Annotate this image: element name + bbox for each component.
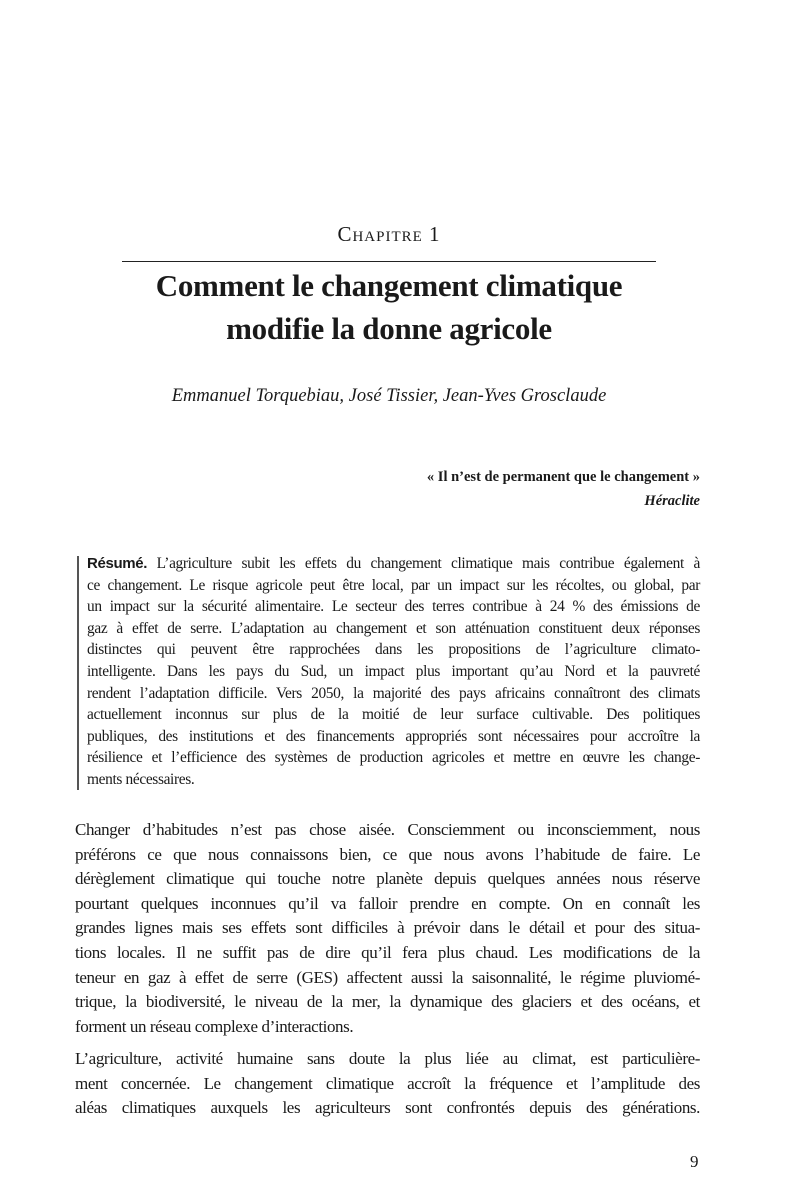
chapter-title-line-1: Comment le changement climatique: [155, 268, 623, 303]
abstract-line: ce changement. Le risque agricole peut être local, par un impact sur les récoltes, ou global, par: [87, 576, 700, 594]
body-line: L’agriculture, activité humaine sans doute la plus liée au climat, est particulière-: [75, 1049, 700, 1068]
body-line: ment concernée. Le changement climatique accroît la fréquence et l’amplitude des: [75, 1073, 700, 1093]
body-line: pourtant quelques inconnues qu’il va falloir prendre en compte. On en connaît les: [75, 893, 700, 913]
abstract-line: ments nécessaires.: [87, 771, 195, 788]
body-line: tions locales. Il ne suffit pas de dire qu’il fera plus chaud. Les modifications de la: [75, 943, 700, 962]
abstract-line: résilience et l’efficience des systèmes de production agricoles et mettre en œuvre les change-: [87, 749, 700, 767]
body-line: trique, la biodiversité, le niveau de la mer, la dynamique des glaciers et des océans, et: [75, 992, 700, 1012]
epigraph-attribution: Héraclite: [644, 493, 700, 509]
abstract-line: gaz à effet de serre. L’adaptation au changement et son atténuation constituent deux réponses: [87, 619, 700, 637]
body-line: teneur en gaz à effet de serre (GES) affectent aussi la saisonnalité, le régime pluviomé-: [75, 967, 700, 987]
body-line: dérèglement climatique qui touche notre planète depuis quelques années nous réserve: [75, 869, 700, 889]
chapter-label: Chapitre 1: [337, 222, 441, 246]
abstract-line-text: L’agriculture subit les effets du changement climatique mais contribue également à: [147, 555, 700, 572]
body-line: Changer d’habitudes n’est pas chose aisée. Consciemment ou inconsciemment, nous: [75, 820, 700, 839]
epigraph-quote: « Il n’est de permanent que le changement »: [426, 469, 700, 485]
abstract-line: actuellement inconnus sur plus de la moitié de leur surface cultivable. Des politiques: [87, 706, 700, 724]
abstract-line: publiques, des institutions et des financements appropriés sont nécessaires pour accroître la: [87, 727, 700, 745]
abstract-line: intelligente. Dans les pays du Sud, un impact plus important qu’au Nord et la pauvreté: [87, 663, 700, 680]
abstract-side-bar: [77, 556, 79, 790]
abstract-line: distinctes qui peuvent être rapprochées dans les propositions de l’agriculture climato-: [87, 641, 700, 659]
abstract-line: un impact sur la sécurité alimentaire. Le secteur des terres contribue à 24 % des émissions de: [87, 598, 700, 616]
body-line: aléas climatiques auxquels les agriculteurs sont confrontés depuis des générations.: [75, 1098, 700, 1118]
chapter-title-line-2: modifie la donne agricole: [226, 311, 552, 346]
chapter-rule: [122, 261, 656, 262]
abstract-label: Résumé.: [87, 555, 148, 572]
body-line: forment un réseau complexe d’interactions.: [75, 1016, 354, 1036]
body-line: grandes lignes mais ses effets sont difficiles à prévoir dans le détail et pour des situa-: [75, 918, 700, 938]
authors: Emmanuel Torquebiau, José Tissier, Jean-Yves Grosclaude: [171, 386, 607, 406]
page-number: 9: [690, 1152, 699, 1171]
body-line: préférons ce que nous connaissons bien, ce que nous avons l’habitude de faire. Le: [75, 844, 700, 864]
abstract-line: [87, 555, 700, 573]
abstract-line: rendent l’adaptation difficile. Vers 2050, la majorité des pays africains connaîtront des climats: [87, 684, 700, 702]
